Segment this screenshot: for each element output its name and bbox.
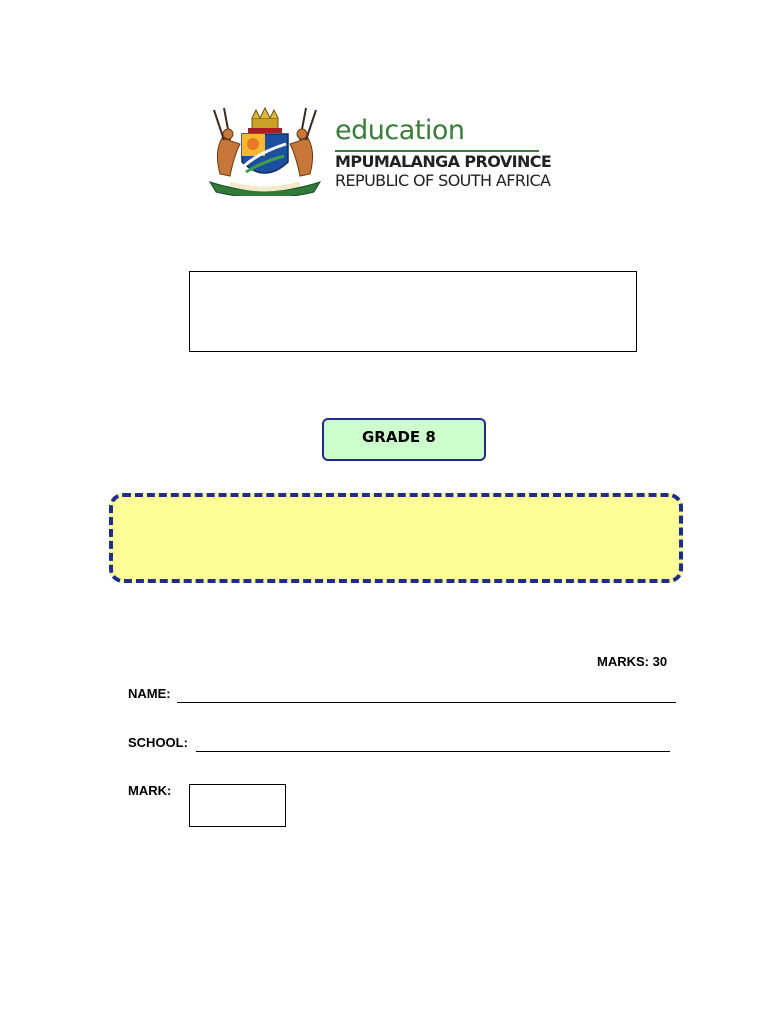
mark-label: MARK: — [128, 783, 172, 798]
grade-badge — [322, 418, 486, 461]
grade-label: GRADE 8 — [362, 428, 436, 446]
name-label: NAME: — [128, 686, 171, 701]
school-write-line[interactable] — [196, 751, 670, 752]
school-label: SCHOOL: — [128, 735, 188, 750]
school-field[interactable] — [128, 735, 670, 755]
mark-box[interactable] — [189, 784, 286, 827]
marks-total: MARKS: 30 — [597, 654, 668, 669]
country-name: REPUBLIC OF SOUTH AFRICA — [335, 171, 551, 190]
subject-title-box — [189, 271, 637, 352]
assessment-banner — [109, 493, 683, 583]
province-name: MPUMALANGA PROVINCE — [335, 152, 552, 171]
brand-education-wordmark: education — [335, 115, 465, 146]
name-field[interactable] — [128, 686, 676, 706]
coat-of-arms-logo — [200, 104, 330, 196]
name-write-line[interactable] — [177, 702, 676, 703]
